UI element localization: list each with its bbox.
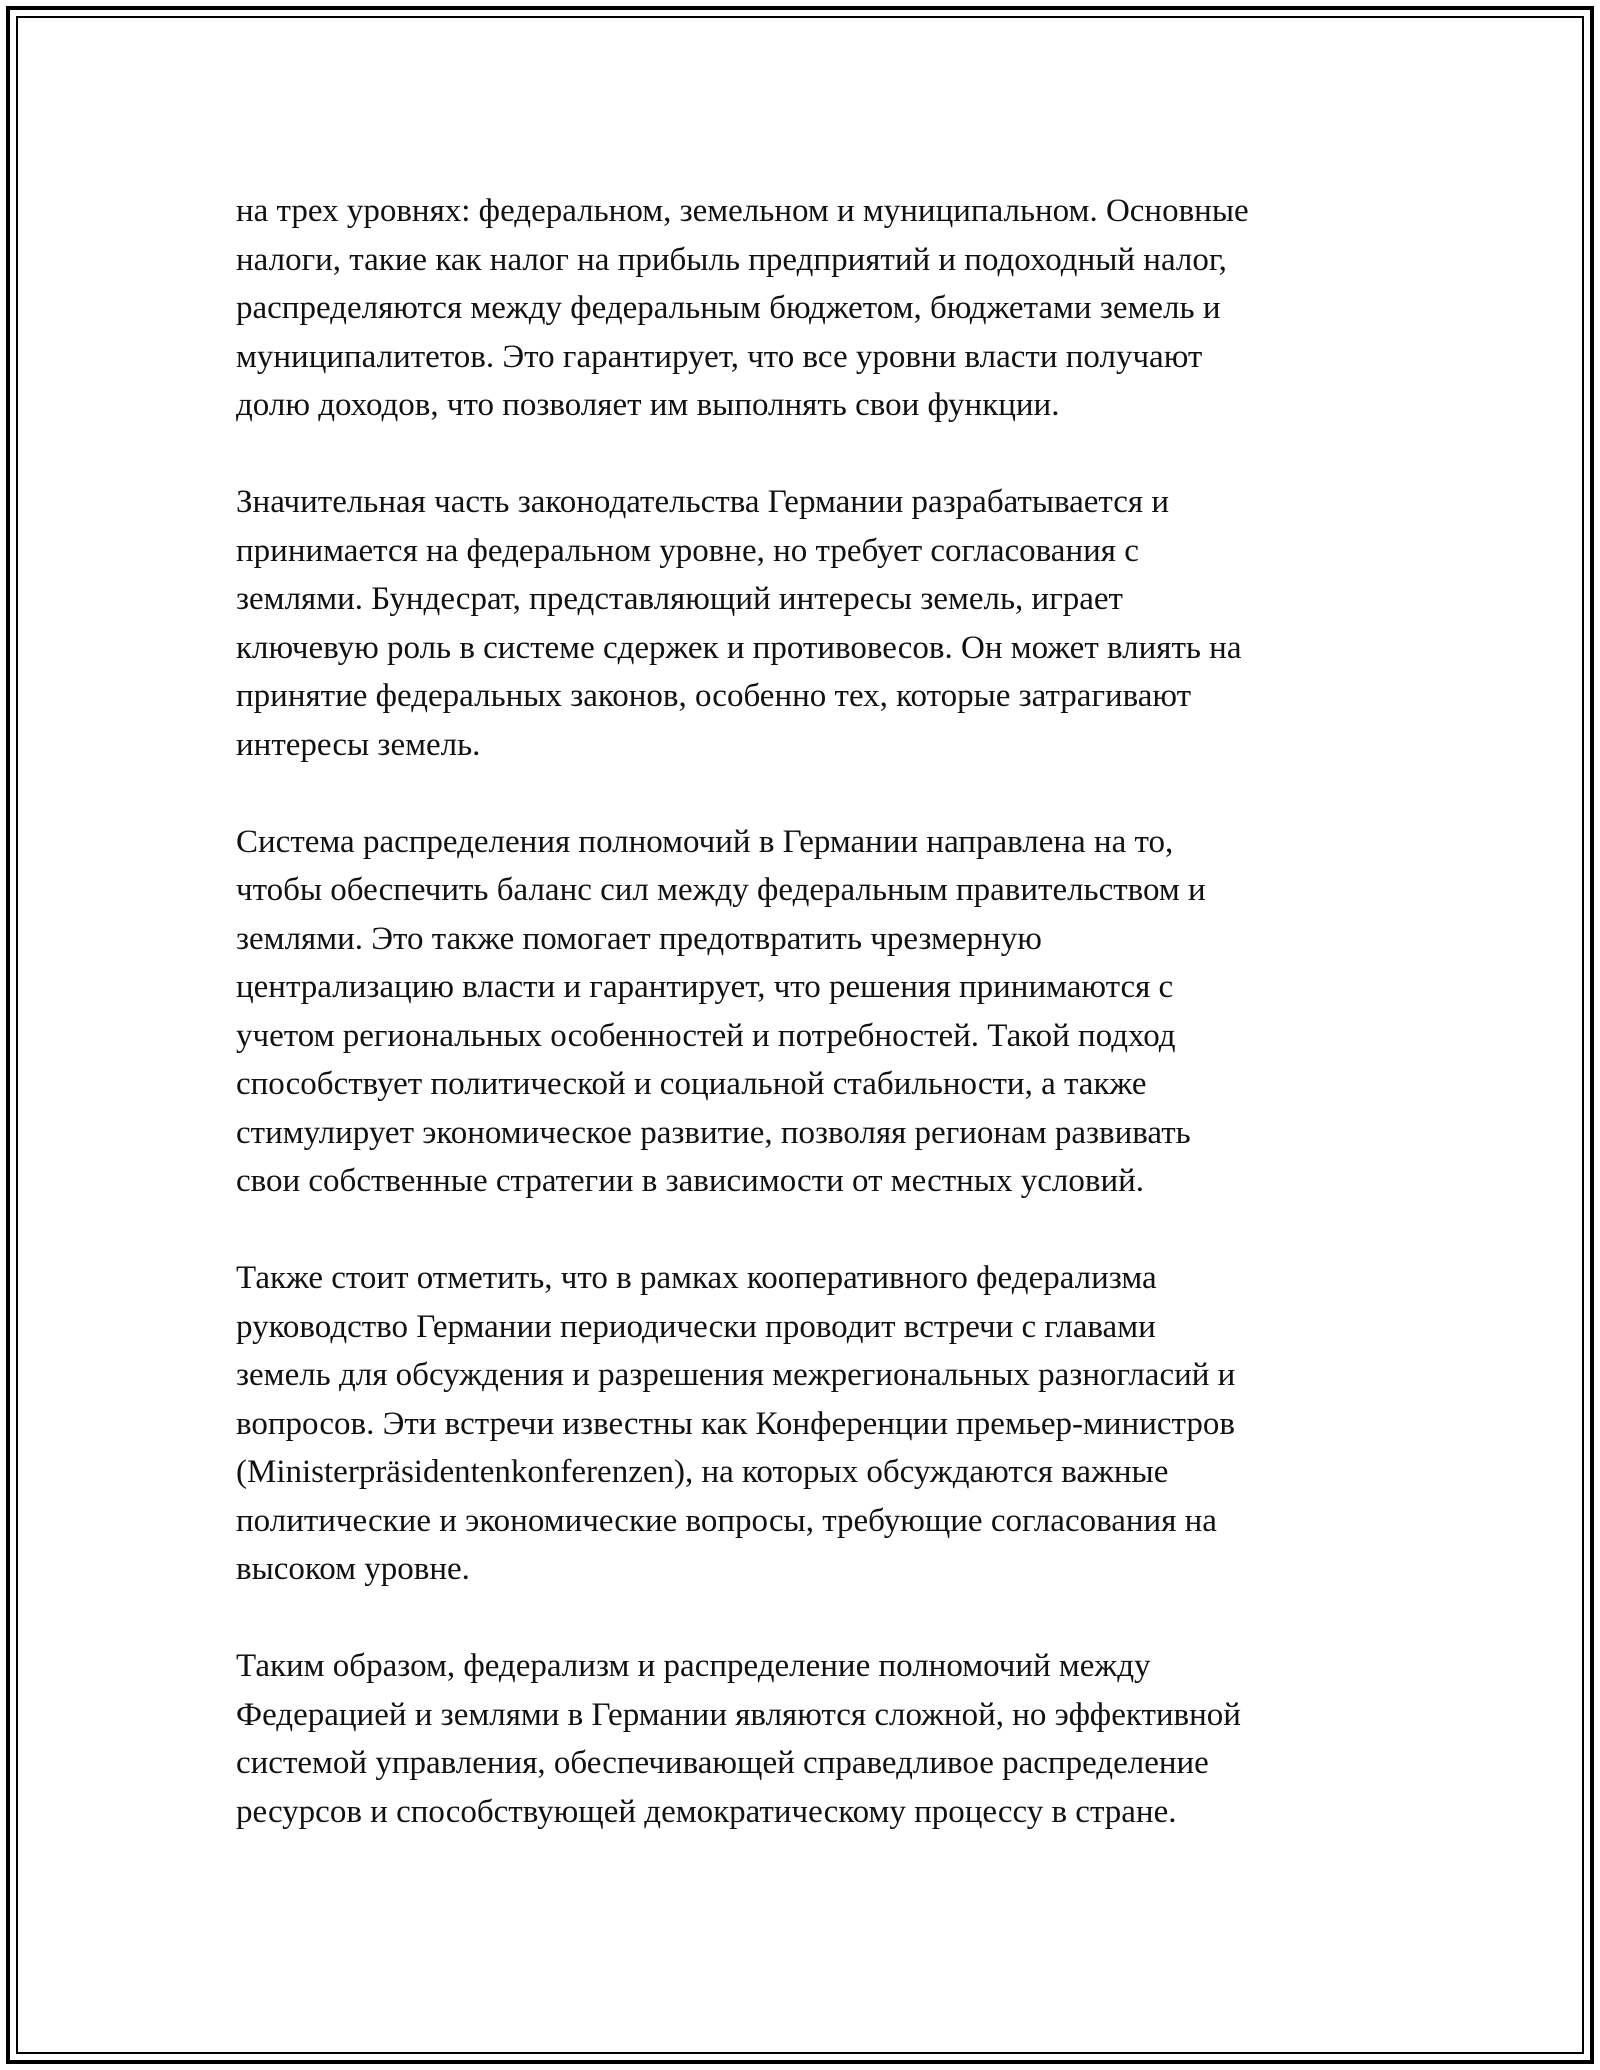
- text-line: налоги, такие как налог на прибыль предприятий и подоходный налог,: [236, 241, 1227, 278]
- paragraph-legislation: [236, 478, 1376, 769]
- text-line: ресурсов и способствующей демократическому процессу в стране.: [236, 1793, 1177, 1830]
- text-line: высоком уровне.: [236, 1551, 470, 1587]
- text-line: свои собственные стратегии в зависимости от местных условий.: [236, 1163, 1145, 1199]
- text-line: чтобы обеспечить баланс сил между федеральным правительством и: [236, 872, 1206, 908]
- text-line: принятие федеральных законов, особенно тех, которые затрагивают: [236, 678, 1192, 714]
- text-line: муниципалитетов. Это гарантирует, что все уровни власти получают: [236, 338, 1203, 375]
- text-line: системой управления, обеспечивающей справедливое распределение: [236, 1745, 1209, 1781]
- text-line: учетом региональных особенностей и потребностей. Такой подход: [236, 1017, 1176, 1054]
- text-line: политические и экономические вопросы, требующие согласования на: [236, 1502, 1217, 1539]
- text-line: ключевую роль в системе сдержек и противовесов. Он может влиять на: [236, 629, 1242, 666]
- text-line: на трех уровнях: федеральном, земельном и муниципальном. Основные: [236, 193, 1249, 229]
- text-line: руководство Германии периодически проводит встречи с главами: [236, 1308, 1156, 1345]
- text-line: централизацию власти и гарантирует, что решения принимаются с: [236, 969, 1174, 1005]
- text-line: долю доходов, что позволяет им выполнять свои функции.: [236, 387, 1060, 423]
- text-line: вопросов. Эти встречи известны как Конференции премьер-министров: [236, 1405, 1235, 1442]
- text-line: Федерацией и землями в Германии являются сложной, но эффективной: [236, 1696, 1241, 1733]
- paragraph-conclusion: [236, 1642, 1376, 1836]
- text-line: Значительная часть законодательства Германии разрабатывается и: [236, 484, 1169, 520]
- text-line: земель для обсуждения и разрешения межрегиональных разногласий и: [236, 1357, 1236, 1393]
- text-line: землями. Это также помогает предотвратить чрезмерную: [236, 920, 1042, 957]
- text-line: способствует политической и социальной стабильности, а также: [236, 1066, 1147, 1102]
- text-line: (Ministerpräsidentenkonferenzen), на которых обсуждаются важные: [236, 1454, 1169, 1490]
- paragraph-power-distribution: [236, 818, 1376, 1206]
- text-line: землями. Бундесрат, представляющий интересы земель, играет: [236, 581, 1123, 617]
- text-line: принимается на федеральном уровне, но требует согласования с: [236, 532, 1139, 569]
- text-line: интересы земель.: [236, 726, 481, 763]
- text-line: Также стоит отметить, что в рамках кооперативного федерализма: [236, 1260, 1157, 1296]
- paragraph-cooperative-federalism: [236, 1254, 1376, 1594]
- text-line: Система распределения полномочий в Германии направлена на то,: [236, 823, 1174, 860]
- paragraph-tax-distribution: [236, 187, 1376, 430]
- text-line: Таким образом, федерализм и распределение полномочий между: [236, 1648, 1151, 1684]
- text-line: распределяются между федеральным бюджетом, бюджетами земель и: [236, 290, 1221, 326]
- text-line: стимулирует экономическое развитие, позволяя регионам развивать: [236, 1114, 1191, 1151]
- document-body: [236, 187, 1376, 1885]
